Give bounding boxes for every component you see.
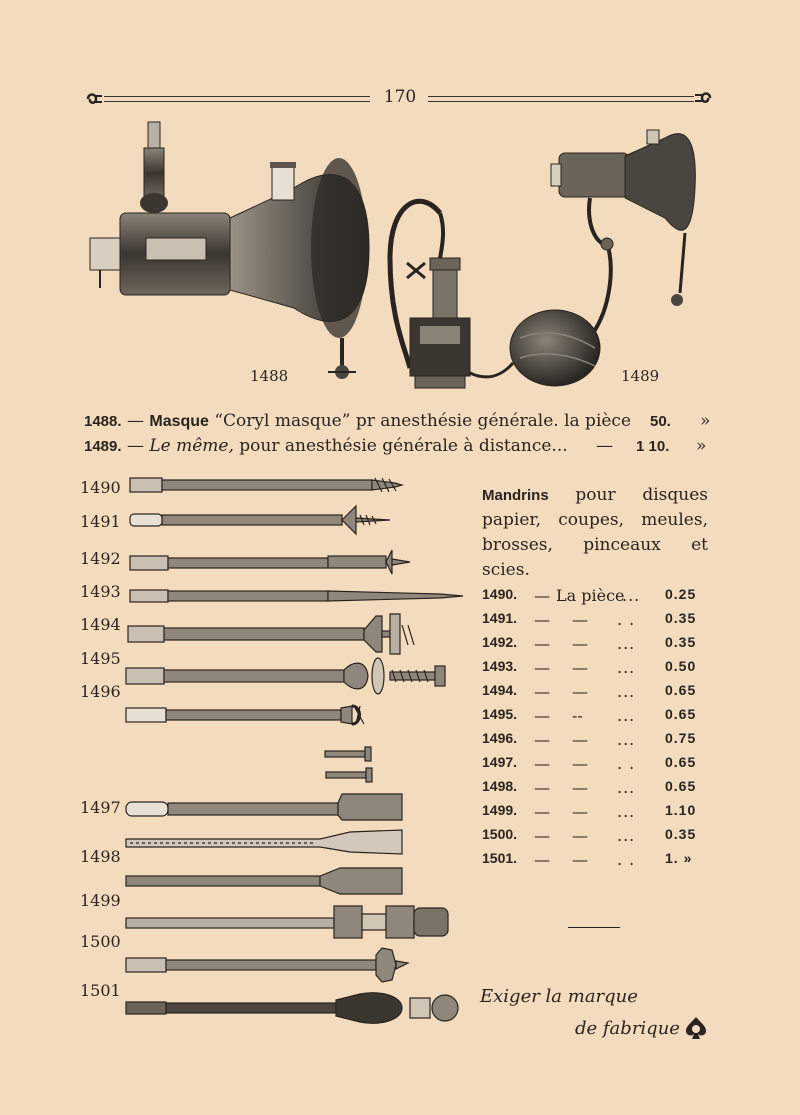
caption-1488: [84, 411, 709, 431]
item-dots: ...: [617, 826, 636, 845]
item-price: 1. »: [665, 850, 693, 866]
item-price: 0.65: [665, 754, 697, 770]
tool-number: 1491: [80, 512, 121, 531]
item-price: 0.65: [665, 706, 697, 722]
header-rule-left-bottom: [104, 101, 370, 102]
figure-label-1488: 1488: [250, 367, 289, 385]
item-dash: —: [534, 850, 550, 869]
item-dash: —: [534, 586, 550, 605]
item-ditto: —: [572, 802, 588, 821]
item-price: 0.65: [665, 682, 697, 698]
mandrels-description: [482, 483, 708, 583]
spade-trademark-icon: [685, 1016, 707, 1040]
item-dash: —: [534, 682, 550, 701]
item-price: 0.50: [665, 658, 697, 674]
tool-number: 1496: [80, 682, 121, 701]
item-label: La pièce: [556, 586, 625, 605]
price-row: [482, 658, 708, 680]
caption-product-name: Masque: [149, 413, 209, 430]
caption-number: 1488.: [84, 413, 122, 430]
tool-number: 1493: [80, 582, 121, 601]
item-dots: ...: [617, 730, 636, 749]
item-dash: —: [534, 610, 550, 629]
item-dash: —: [534, 778, 550, 797]
page-number: 170: [383, 87, 417, 107]
caption-price: 50.: [650, 413, 671, 430]
price-row: [482, 634, 708, 656]
item-dots: ...: [617, 778, 636, 797]
tool-number: 1495: [80, 649, 121, 668]
item-price: 0.35: [665, 634, 697, 650]
caption-text: “Coryl masque” pr anesthésie générale. la pièce: [214, 411, 632, 431]
tool-number: 1497: [80, 798, 121, 817]
item-dash: —: [534, 634, 550, 653]
item-number: 1492.: [482, 634, 518, 650]
item-ditto: —: [572, 754, 588, 773]
caption-number: 1489.: [84, 438, 122, 455]
description-text: pour disques papier, coupes, meules, brosses, pinceaux et scies.: [482, 485, 708, 580]
price-row: [482, 730, 708, 752]
price-row: [482, 682, 708, 704]
item-price: 0.25: [665, 586, 697, 602]
price-row: [482, 586, 708, 608]
tool-number: 1492: [80, 549, 121, 568]
caption-dash: —: [126, 436, 144, 456]
item-dash: —: [534, 754, 550, 773]
item-number: 1499.: [482, 802, 518, 818]
item-dash: —: [534, 802, 550, 821]
item-dash: —: [534, 826, 550, 845]
caption-unit: »: [700, 411, 711, 431]
tool-number: 1490: [80, 478, 121, 497]
trademark-line-1: Exiger la marque: [480, 986, 638, 1007]
item-number: 1493.: [482, 658, 518, 674]
caption-dash: —: [126, 411, 144, 431]
item-dots: . .: [617, 610, 636, 629]
item-dots: ...: [622, 586, 641, 605]
item-dash: —: [534, 658, 550, 677]
tool-number: 1501: [80, 981, 121, 1000]
item-number: 1498.: [482, 778, 518, 794]
price-row: [482, 706, 708, 728]
mask-1489-illustration: [385, 118, 715, 398]
item-number: 1500.: [482, 826, 518, 842]
caption-unit: »: [696, 436, 707, 456]
item-dots: ...: [617, 658, 636, 677]
tool-number: 1500: [80, 932, 121, 951]
item-dots: . .: [617, 850, 636, 869]
caption-product-name: Le même,: [149, 436, 234, 456]
divider: [568, 927, 620, 928]
figure-label-1489: 1489: [621, 367, 660, 385]
caption-1489: [84, 436, 709, 456]
mandrels-illustration: [120, 470, 470, 1040]
item-ditto: --: [572, 706, 583, 725]
header-rule-right-top: [428, 96, 694, 97]
price-row: [482, 802, 708, 824]
item-ditto: —: [572, 826, 588, 845]
item-number: 1496.: [482, 730, 518, 746]
item-ditto: —: [572, 778, 588, 797]
tool-number: 1498: [80, 847, 121, 866]
caption-text: pour anesthésie générale à distance...: [239, 436, 568, 456]
price-row: [482, 850, 708, 872]
item-ditto: —: [572, 634, 588, 653]
item-number: 1490.: [482, 586, 518, 602]
tool-number: 1499: [80, 891, 121, 910]
item-price: 0.65: [665, 778, 697, 794]
item-dots: ...: [617, 706, 636, 725]
ornament-left-icon: [86, 91, 104, 107]
caption-dash-2: —: [596, 436, 613, 456]
trademark-line-2: de fabrique: [575, 1018, 680, 1039]
item-price: 0.35: [665, 610, 697, 626]
item-ditto: —: [572, 610, 588, 629]
caption-price: 1 10.: [636, 438, 670, 455]
price-row: [482, 754, 708, 776]
ornament-right-icon: [694, 89, 712, 107]
item-ditto: —: [572, 850, 588, 869]
item-dots: ...: [617, 802, 636, 821]
item-price: 0.35: [665, 826, 697, 842]
item-dots: ...: [617, 634, 636, 653]
item-number: 1495.: [482, 706, 518, 722]
price-row: [482, 610, 708, 632]
item-dash: —: [534, 706, 550, 725]
item-dots: ...: [617, 682, 636, 701]
item-ditto: —: [572, 658, 588, 677]
tool-number: 1494: [80, 615, 121, 634]
item-price: 1.10: [665, 802, 697, 818]
item-dash: —: [534, 730, 550, 749]
header-rule-right-bottom: [428, 101, 694, 102]
mask-1488-illustration: [84, 118, 384, 398]
item-price: 0.75: [665, 730, 697, 746]
price-row: [482, 826, 708, 848]
price-row: [482, 778, 708, 800]
item-number: 1501.: [482, 850, 518, 866]
item-dots: . .: [617, 754, 636, 773]
item-number: 1497.: [482, 754, 518, 770]
header-rule-left-top: [104, 96, 370, 97]
item-number: 1491.: [482, 610, 518, 626]
description-title: Mandrins: [482, 487, 549, 504]
item-ditto: —: [572, 730, 588, 749]
item-number: 1494.: [482, 682, 518, 698]
item-ditto: —: [572, 682, 588, 701]
